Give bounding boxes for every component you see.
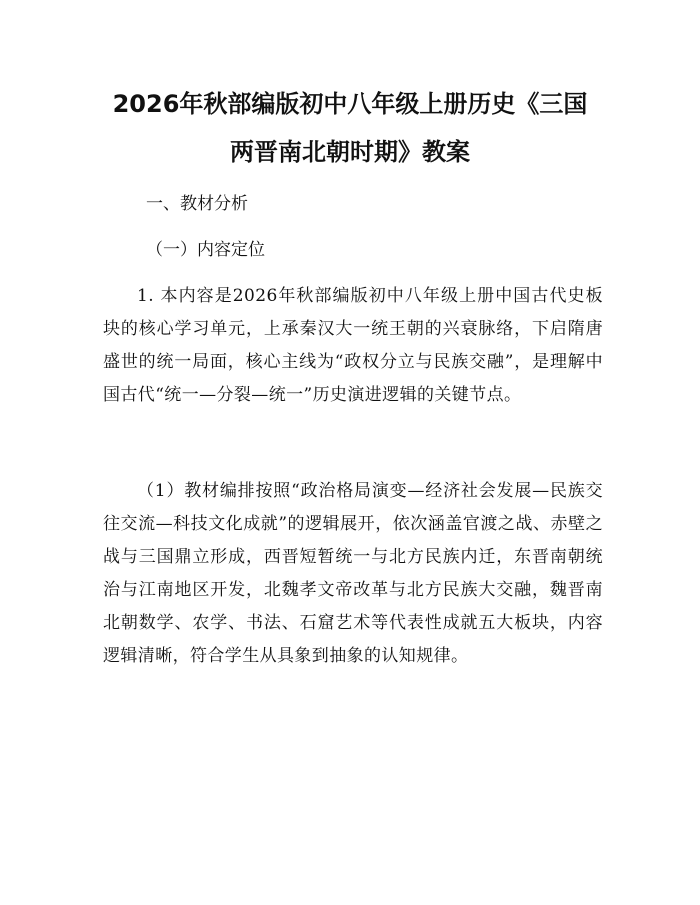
body-paragraph-2: （1）教材编排按照“政治格局演变—经济社会发展—民族交往交流—科技文化成就”的逻辑展开，依次涵盖官渡之战、赤壁之战与三国鼎立形成，西晋短暂统一与北方民族内迁，东晋南朝统治与江南地区开发，北魏孝文帝改革与北方民族大交融，魏晋南北朝数学、农学、书法、石窟艺术等代表性成就五大板块，内容逻辑清晰，符合学生从具象到抽象的认知规律。 bbox=[103, 481, 603, 666]
document-title-line-1: 2026年秋部编版初中八年级上册历史《三国 bbox=[112, 90, 588, 118]
body-paragraph-1: 1. 本内容是2026年秋部编版初中八年级上册中国古代史板块的核心学习单元，上承秦汉大一统王朝的兴衰脉络，下启隋唐盛世的统一局面，核心主线为“政权分立与民族交融”，是理解中国古代“统一—分裂—统一”历史演进逻辑的关键节点。 bbox=[103, 286, 603, 405]
subsection-heading-content-positioning: （一）内容定位 bbox=[146, 240, 265, 260]
document-title-line-2: 两晋南北朝时期》教案 bbox=[230, 138, 470, 166]
section-heading-teaching-material-analysis: 一、教材分析 bbox=[146, 194, 248, 214]
